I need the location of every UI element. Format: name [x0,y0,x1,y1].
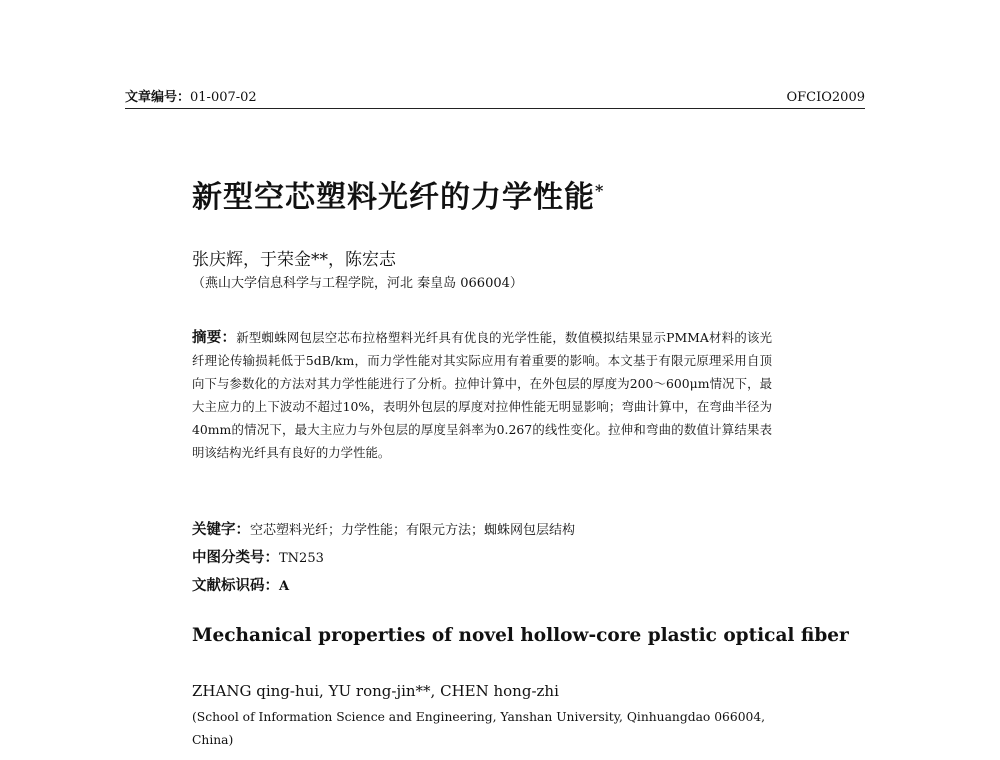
classification-text: TN253 [279,551,324,566]
authors-en: ZHANG qing-hui, YU rong-jin**, CHEN hong-zhi [192,682,559,700]
article-number-label: 文章编号： [125,90,191,105]
article-number-value: 01-007-02 [190,90,257,105]
abstract-cn [192,326,772,464]
paper-title-cn [192,172,604,216]
title-footnote-mark: * [595,181,605,200]
conference-code: OFCIO2009 [786,90,865,105]
paper-title-cn-text: 新型空芯塑料光纤的力学性能 [192,180,595,215]
doc-code-label: 文献标识码： [192,577,279,594]
keywords-label: 关键字： [192,521,250,538]
classification-line [192,546,324,567]
keywords-line [192,518,575,539]
affiliation-cn: （燕山大学信息科学与工程学院，河北 秦皇岛 066004） [192,276,523,291]
page-header [125,86,865,109]
keywords-text: 空芯塑料光纤；力学性能；有限元方法；蜘蛛网包层结构 [250,523,576,538]
doc-code-line [192,574,289,595]
doc-code-text: A [279,579,290,594]
paper-title-en: Mechanical properties of novel hollow-core plastic optical fiber [192,625,849,646]
classification-label: 中图分类号： [192,549,279,566]
abstract-text: 新型蜘蛛网包层空芯布拉格塑料光纤具有优良的光学性能，数值模拟结果显示PMMA材料的该光纤理论传输损耗低于5dB/km，而力学性能对其实际应用有着重要的影响。本文基于有限元原理采用自顶向下与参数化的方法对其力学性能进行了分析。拉伸计算中，在外包层的厚度为200～600μm情况下，最大主应力的上下波动不超过10%，表明外包层的厚度对拉伸性能无明显影响；弯曲计算中，在弯曲半径为40mm的情况下，最大主应力与外包层的厚度呈斜率为0.267的线性变化。拉伸和弯曲的数值计算结果表明该结构光纤具有良好的力学性能。 [192,330,772,460]
authors-cn: 张庆辉，于荣金**，陈宏志 [192,250,396,270]
abstract-label: 摘要： [192,329,237,346]
affiliation-en: (School of Information Science and Engineering, Yanshan University, Qinhuangdao 066004, China) [192,710,766,747]
article-number [125,86,257,105]
